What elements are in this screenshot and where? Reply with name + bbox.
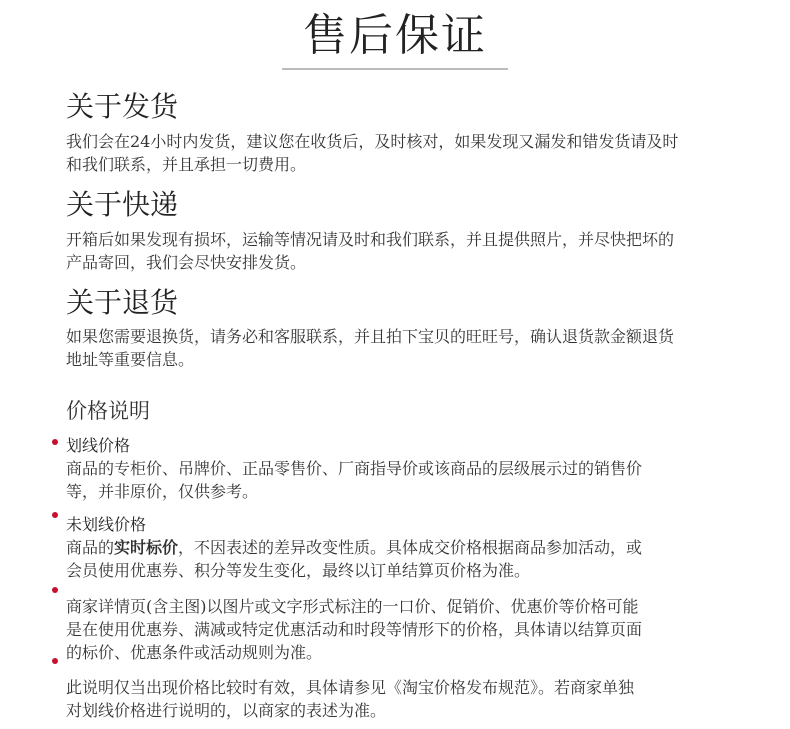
price-desc-line: 商家详情页(含主图)以图片或文字形式标注的一口价、促销价、优惠价等价格可能 bbox=[66, 597, 639, 616]
section-body-line: 如果您需要退换货，请务必和客服联系，并且拍下宝贝的旺旺号，确认退货款金额退货 bbox=[66, 327, 675, 346]
price-desc-text: 商品的 bbox=[66, 538, 115, 557]
section-body-line: 我们会在24小时内发货，建议您在收货后，及时核对，如果发现又漏发和错发货请及时 bbox=[66, 132, 679, 151]
price-desc-line: 是在使用优惠券、满减或特定优惠活动和时段等情形下的价格，具体请以结算页面 bbox=[66, 620, 643, 639]
section-body-line: 和我们联系，并且承担一切费用。 bbox=[66, 155, 307, 174]
price-desc-line: 等，并非原价，仅供参考。 bbox=[66, 482, 259, 501]
price-desc-line: 商品的专柜价、吊牌价、正品零售价、厂商指导价或该商品的层级展示过的销售价 bbox=[66, 459, 643, 478]
price-desc-line: 此说明仅当出现价格比较时有效，具体请参见《淘宝价格发布规范》。若商家单独 bbox=[66, 678, 635, 697]
bullet-dot bbox=[52, 439, 58, 445]
page-title: 售后保证 bbox=[303, 10, 487, 61]
price-desc-detail-page bbox=[66, 595, 756, 664]
section-body-express bbox=[66, 228, 756, 274]
section-body-line: 产品寄回，我们会尽快安排发货。 bbox=[66, 253, 307, 272]
section-body-returns bbox=[66, 325, 756, 371]
bullet-dot bbox=[52, 658, 58, 664]
price-desc-emphasis: 实时标价 bbox=[114, 538, 179, 557]
price-desc-crossed bbox=[66, 457, 756, 503]
price-desc-line bbox=[66, 536, 756, 559]
section-body-shipping bbox=[66, 130, 756, 176]
bullet-dot bbox=[52, 587, 58, 593]
price-desc-validity bbox=[66, 676, 756, 722]
section-body-line: 开箱后如果发现有损坏，运输等情况请及时和我们联系，并且提供照片，并尽快把坏的 bbox=[66, 230, 675, 249]
section-heading-returns: 关于退货 bbox=[66, 286, 179, 319]
price-term-uncrossed: 未划线价格 bbox=[66, 515, 147, 534]
price-term-crossed: 划线价格 bbox=[66, 436, 131, 455]
title-underline bbox=[282, 68, 508, 70]
price-desc-line: 的标价、优惠条件或活动规则为准。 bbox=[66, 643, 323, 662]
section-heading-shipping: 关于发货 bbox=[66, 90, 179, 123]
price-section-title: 价格说明 bbox=[66, 399, 150, 423]
bullet-dot bbox=[52, 512, 58, 518]
price-desc-line: 会员使用优惠券、积分等发生变化，最终以订单结算页价格为准。 bbox=[66, 561, 531, 580]
section-body-line: 地址等重要信息。 bbox=[66, 350, 195, 369]
price-desc-uncrossed bbox=[66, 536, 756, 582]
price-desc-text: ，不因表述的差异改变性质。具体成交价格根据商品参加活动，或 bbox=[178, 538, 643, 557]
price-desc-line: 对划线价格进行说明的，以商家的表述为准。 bbox=[66, 701, 387, 720]
section-heading-express: 关于快递 bbox=[66, 188, 179, 221]
